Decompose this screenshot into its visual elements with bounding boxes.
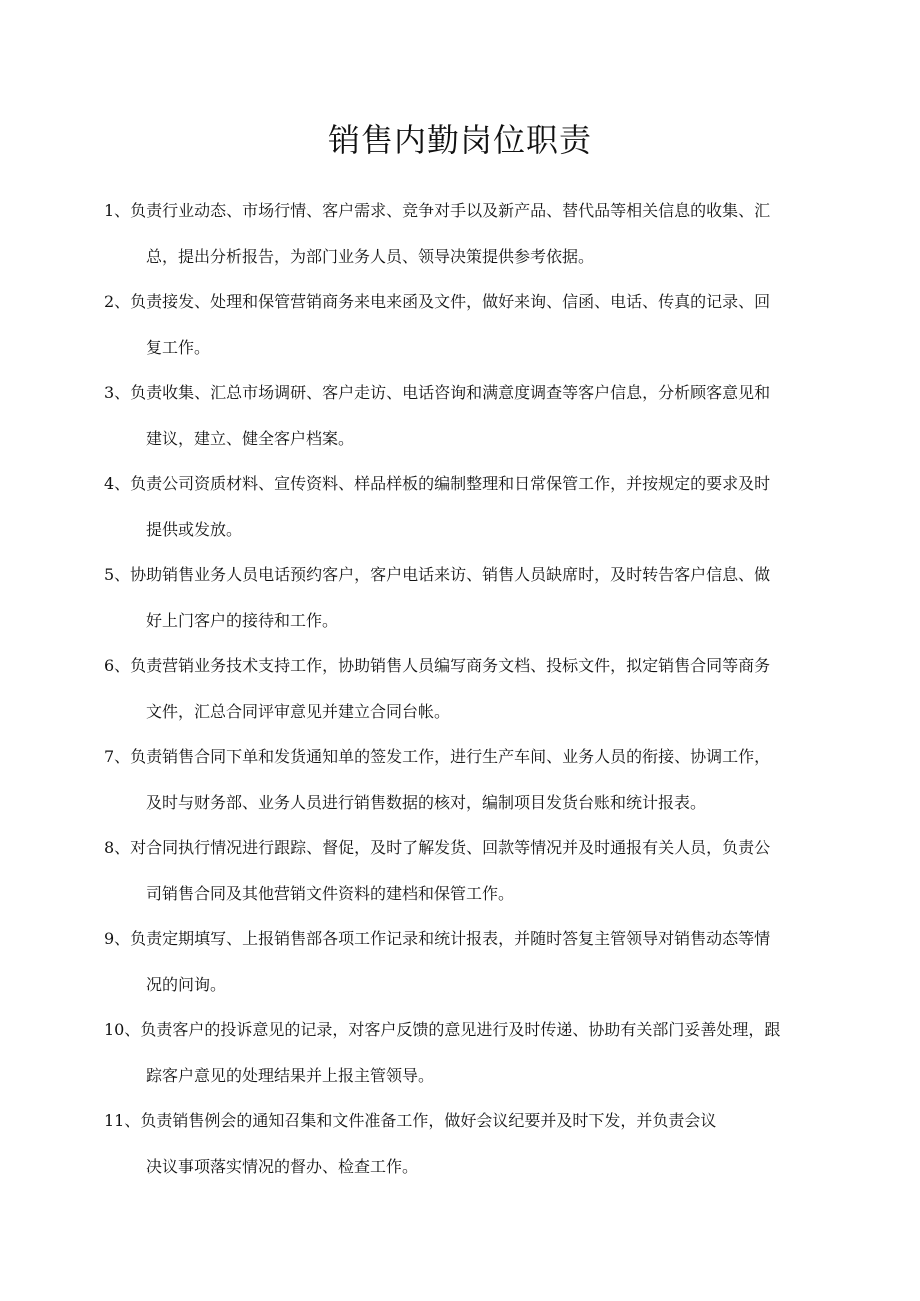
duty-text-continuation: 决议事项落实情况的督办、检查工作。 [146, 1156, 419, 1176]
duty-text-continuation: 复工作。 [146, 337, 211, 357]
duty-text-first-line: 3、负责收集、汇总市场调研、客户走访、电话咨询和满意度调查等客户信息，分析顾客意见和 [104, 383, 771, 402]
duty-text-first-line: 8、对合同执行情况进行跟踪、督促，及时了解发货、回款等情况并及时通报有关人员，负责公 [104, 838, 771, 857]
duty-text-continuation: 踪客户意见的处理结果并上报主管领导。 [146, 1065, 435, 1085]
duty-list [0, 188, 920, 1189]
duty-text-continuation: 况的问询。 [146, 974, 227, 994]
duty-item-4 [0, 461, 920, 552]
duty-item-1 [0, 188, 920, 279]
duty-item-9 [0, 916, 920, 1007]
duty-text-first-line: 1、负责行业动态、市场行情、客户需求、竞争对手以及新产品、替代品等相关信息的收集、汇 [104, 201, 771, 220]
duty-text-continuation: 好上门客户的接待和工作。 [146, 610, 339, 630]
duty-item-3 [0, 370, 920, 461]
duty-text-first-line: 10、负责客户的投诉意见的记录，对客户反馈的意见进行及时传递、协助有关部门妥善处理，跟 [104, 1020, 781, 1039]
duty-item-6 [0, 643, 920, 734]
duty-item-7 [0, 734, 920, 825]
duty-item-10 [0, 1007, 920, 1098]
duty-text-first-line: 7、负责销售合同下单和发货通知单的签发工作，进行生产车间、业务人员的衔接、协调工作， [104, 747, 771, 766]
duty-text-first-line: 6、负责营销业务技术支持工作，协助销售人员编写商务文档、投标文件，拟定销售合同等商务 [104, 656, 771, 675]
duty-text-continuation: 及时与财务部、业务人员进行销售数据的核对，编制项目发货台账和统计报表。 [146, 792, 707, 812]
duty-text-continuation: 总，提出分析报告，为部门业务人员、领导决策提供参考依据。 [146, 246, 595, 266]
duty-text-continuation: 文件，汇总合同评审意见并建立合同台帐。 [146, 701, 451, 721]
duty-item-11 [0, 1098, 920, 1189]
duty-item-8 [0, 825, 920, 916]
duty-text-first-line: 5、协助销售业务人员电话预约客户，客户电话来访、销售人员缺席时，及时转告客户信息、做 [104, 565, 771, 584]
duty-text-first-line: 9、负责定期填写、上报销售部各项工作记录和统计报表，并随时答复主管领导对销售动态等情 [104, 929, 771, 948]
duty-text-first-line: 4、负责公司资质材料、宣传资料、样品样板的编制整理和日常保管工作，并按规定的要求及时 [104, 474, 771, 493]
duty-text-first-line: 2、负责接发、处理和保管营销商务来电来函及文件，做好来询、信函、电话、传真的记录、回 [104, 292, 771, 311]
duty-text-continuation: 司销售合同及其他营销文件资料的建档和保管工作。 [146, 883, 515, 903]
duty-text-continuation: 提供或发放。 [146, 519, 243, 539]
duty-item-2 [0, 279, 920, 370]
duty-text-continuation: 建议，建立、健全客户档案。 [146, 428, 355, 448]
page-title: 销售内勤岗位职责 [327, 121, 592, 159]
duty-item-5 [0, 552, 920, 643]
duty-text-first-line: 11、负责销售例会的通知召集和文件准备工作，做好会议纪要并及时下发，并负责会议 [104, 1111, 717, 1130]
